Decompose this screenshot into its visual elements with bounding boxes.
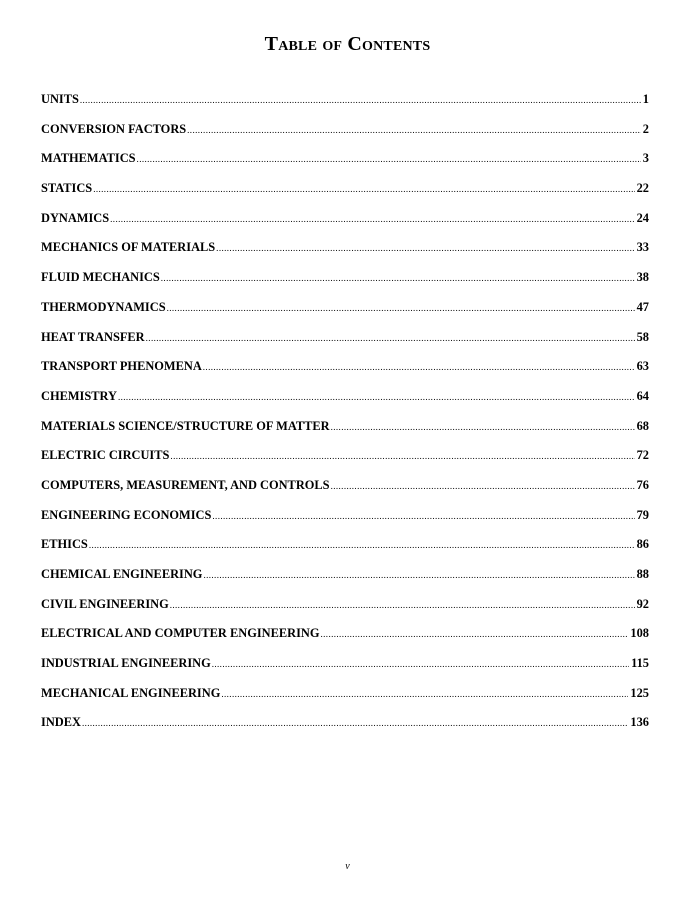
dot-leader [212,511,634,521]
dot-leader [216,243,634,253]
toc-entry[interactable] [41,715,649,745]
toc-entry-page-number[interactable]: 1 [642,92,649,106]
dot-leader [203,362,635,372]
toc-entry-page-number[interactable]: 79 [636,507,649,522]
dot-leader [331,481,635,491]
toc-entry-label[interactable]: HEAT TRANSFER [41,329,145,344]
toc-entry-label[interactable]: TRANSPORT PHENOMENA [41,359,202,374]
toc-entry-page-number[interactable]: 2 [642,121,649,136]
dot-leader [170,451,634,461]
table-of-contents [41,92,649,745]
toc-entry-page-number[interactable]: 68 [636,418,649,433]
dot-leader [146,333,635,343]
dot-leader [212,659,629,669]
toc-entry-page-number[interactable]: 63 [636,359,649,374]
toc-entry-page-number[interactable]: 115 [631,656,649,671]
dot-leader [118,392,635,402]
toc-entry-page-number[interactable]: 3 [642,151,649,166]
toc-entry-page-number[interactable]: 47 [636,299,649,314]
toc-entry-label[interactable]: CIVIL ENGINEERING [41,596,169,611]
toc-entry-page-number[interactable]: 108 [630,626,649,641]
toc-entry-label[interactable]: MATHEMATICS [41,151,136,166]
dot-leader [187,125,641,135]
toc-entry-label[interactable]: CHEMISTRY [41,388,117,403]
toc-entry-label[interactable]: ETHICS [41,537,88,552]
toc-entry[interactable] [41,300,649,330]
toc-entry-label[interactable]: FLUID MECHANICS [41,270,160,285]
toc-entry-label[interactable]: ELECTRICAL AND COMPUTER ENGINEERING [41,626,320,641]
toc-entry-label[interactable]: DYNAMICS [41,210,110,225]
toc-entry[interactable] [41,389,649,419]
toc-entry[interactable] [41,478,649,508]
dot-leader [93,184,634,194]
toc-entry[interactable] [41,567,649,597]
toc-entry-label[interactable]: ELECTRIC CIRCUITS [41,448,170,463]
toc-entry-page-number[interactable]: 76 [636,477,649,492]
dot-leader [221,689,628,699]
toc-entry[interactable] [41,597,649,627]
page-number: v [345,861,350,872]
toc-entry-label[interactable]: STATICS [41,181,93,196]
dot-leader [82,718,628,728]
dot-leader [167,303,635,313]
toc-entry[interactable] [41,626,649,656]
toc-entry-page-number[interactable]: 125 [630,685,649,700]
dot-leader [89,540,635,550]
toc-entry-label[interactable]: INDUSTRIAL ENGINEERING [41,656,211,671]
toc-entry-label[interactable]: THERMODYNAMICS [41,299,166,314]
toc-entry[interactable] [41,181,649,211]
toc-entry-page-number[interactable]: 24 [636,210,649,225]
toc-entry-label[interactable]: CHEMICAL ENGINEERING [41,567,203,581]
toc-entry-page-number[interactable]: 64 [636,388,649,403]
dot-leader [203,570,634,580]
toc-entry[interactable] [41,92,649,122]
toc-entry-label[interactable]: CONVERSION FACTORS [41,121,187,136]
dot-leader [170,600,635,610]
toc-entry[interactable] [41,151,649,181]
toc-entry[interactable] [41,240,649,270]
toc-entry[interactable] [41,270,649,300]
dot-leader [161,273,635,283]
toc-entry-page-number[interactable]: 38 [636,270,649,285]
toc-entry[interactable] [41,508,649,538]
toc-entry-label[interactable]: ENGINEERING ECONOMICS [41,507,212,522]
dot-leader [321,629,629,639]
toc-entry[interactable] [41,122,649,152]
toc-entry[interactable] [41,448,649,478]
toc-entry-page-number[interactable]: 86 [636,537,649,552]
toc-entry-label[interactable]: UNITS [41,92,79,106]
toc-entry[interactable] [41,359,649,389]
dot-leader [110,214,634,224]
toc-entry-label[interactable]: COMPUTERS, MEASUREMENT, AND CONTROLS [41,477,330,492]
toc-entry[interactable] [41,330,649,360]
toc-entry-page-number[interactable]: 88 [636,567,649,581]
dot-leader [331,422,635,432]
toc-entry-page-number[interactable]: 22 [636,181,649,196]
toc-entry-page-number[interactable]: 33 [636,240,649,255]
page-title: Table of Contents [264,33,431,55]
toc-entry-page-number[interactable]: 136 [630,715,649,730]
toc-entry-page-number[interactable]: 72 [636,448,649,463]
toc-entry-page-number[interactable]: 58 [636,329,649,344]
toc-entry-page-number[interactable]: 92 [636,596,649,611]
toc-entry[interactable] [41,211,649,241]
toc-entry-label[interactable]: MECHANICAL ENGINEERING [41,685,221,700]
toc-entry-label[interactable]: MECHANICS OF MATERIALS [41,240,216,255]
toc-entry[interactable] [41,537,649,567]
toc-entry[interactable] [41,686,649,716]
toc-entry-label[interactable]: MATERIALS SCIENCE/STRUCTURE OF MATTER [41,418,330,433]
toc-entry[interactable] [41,656,649,686]
dot-leader [80,95,641,105]
toc-entry[interactable] [41,419,649,449]
dot-leader [137,154,641,164]
toc-entry-label[interactable]: INDEX [41,715,81,730]
